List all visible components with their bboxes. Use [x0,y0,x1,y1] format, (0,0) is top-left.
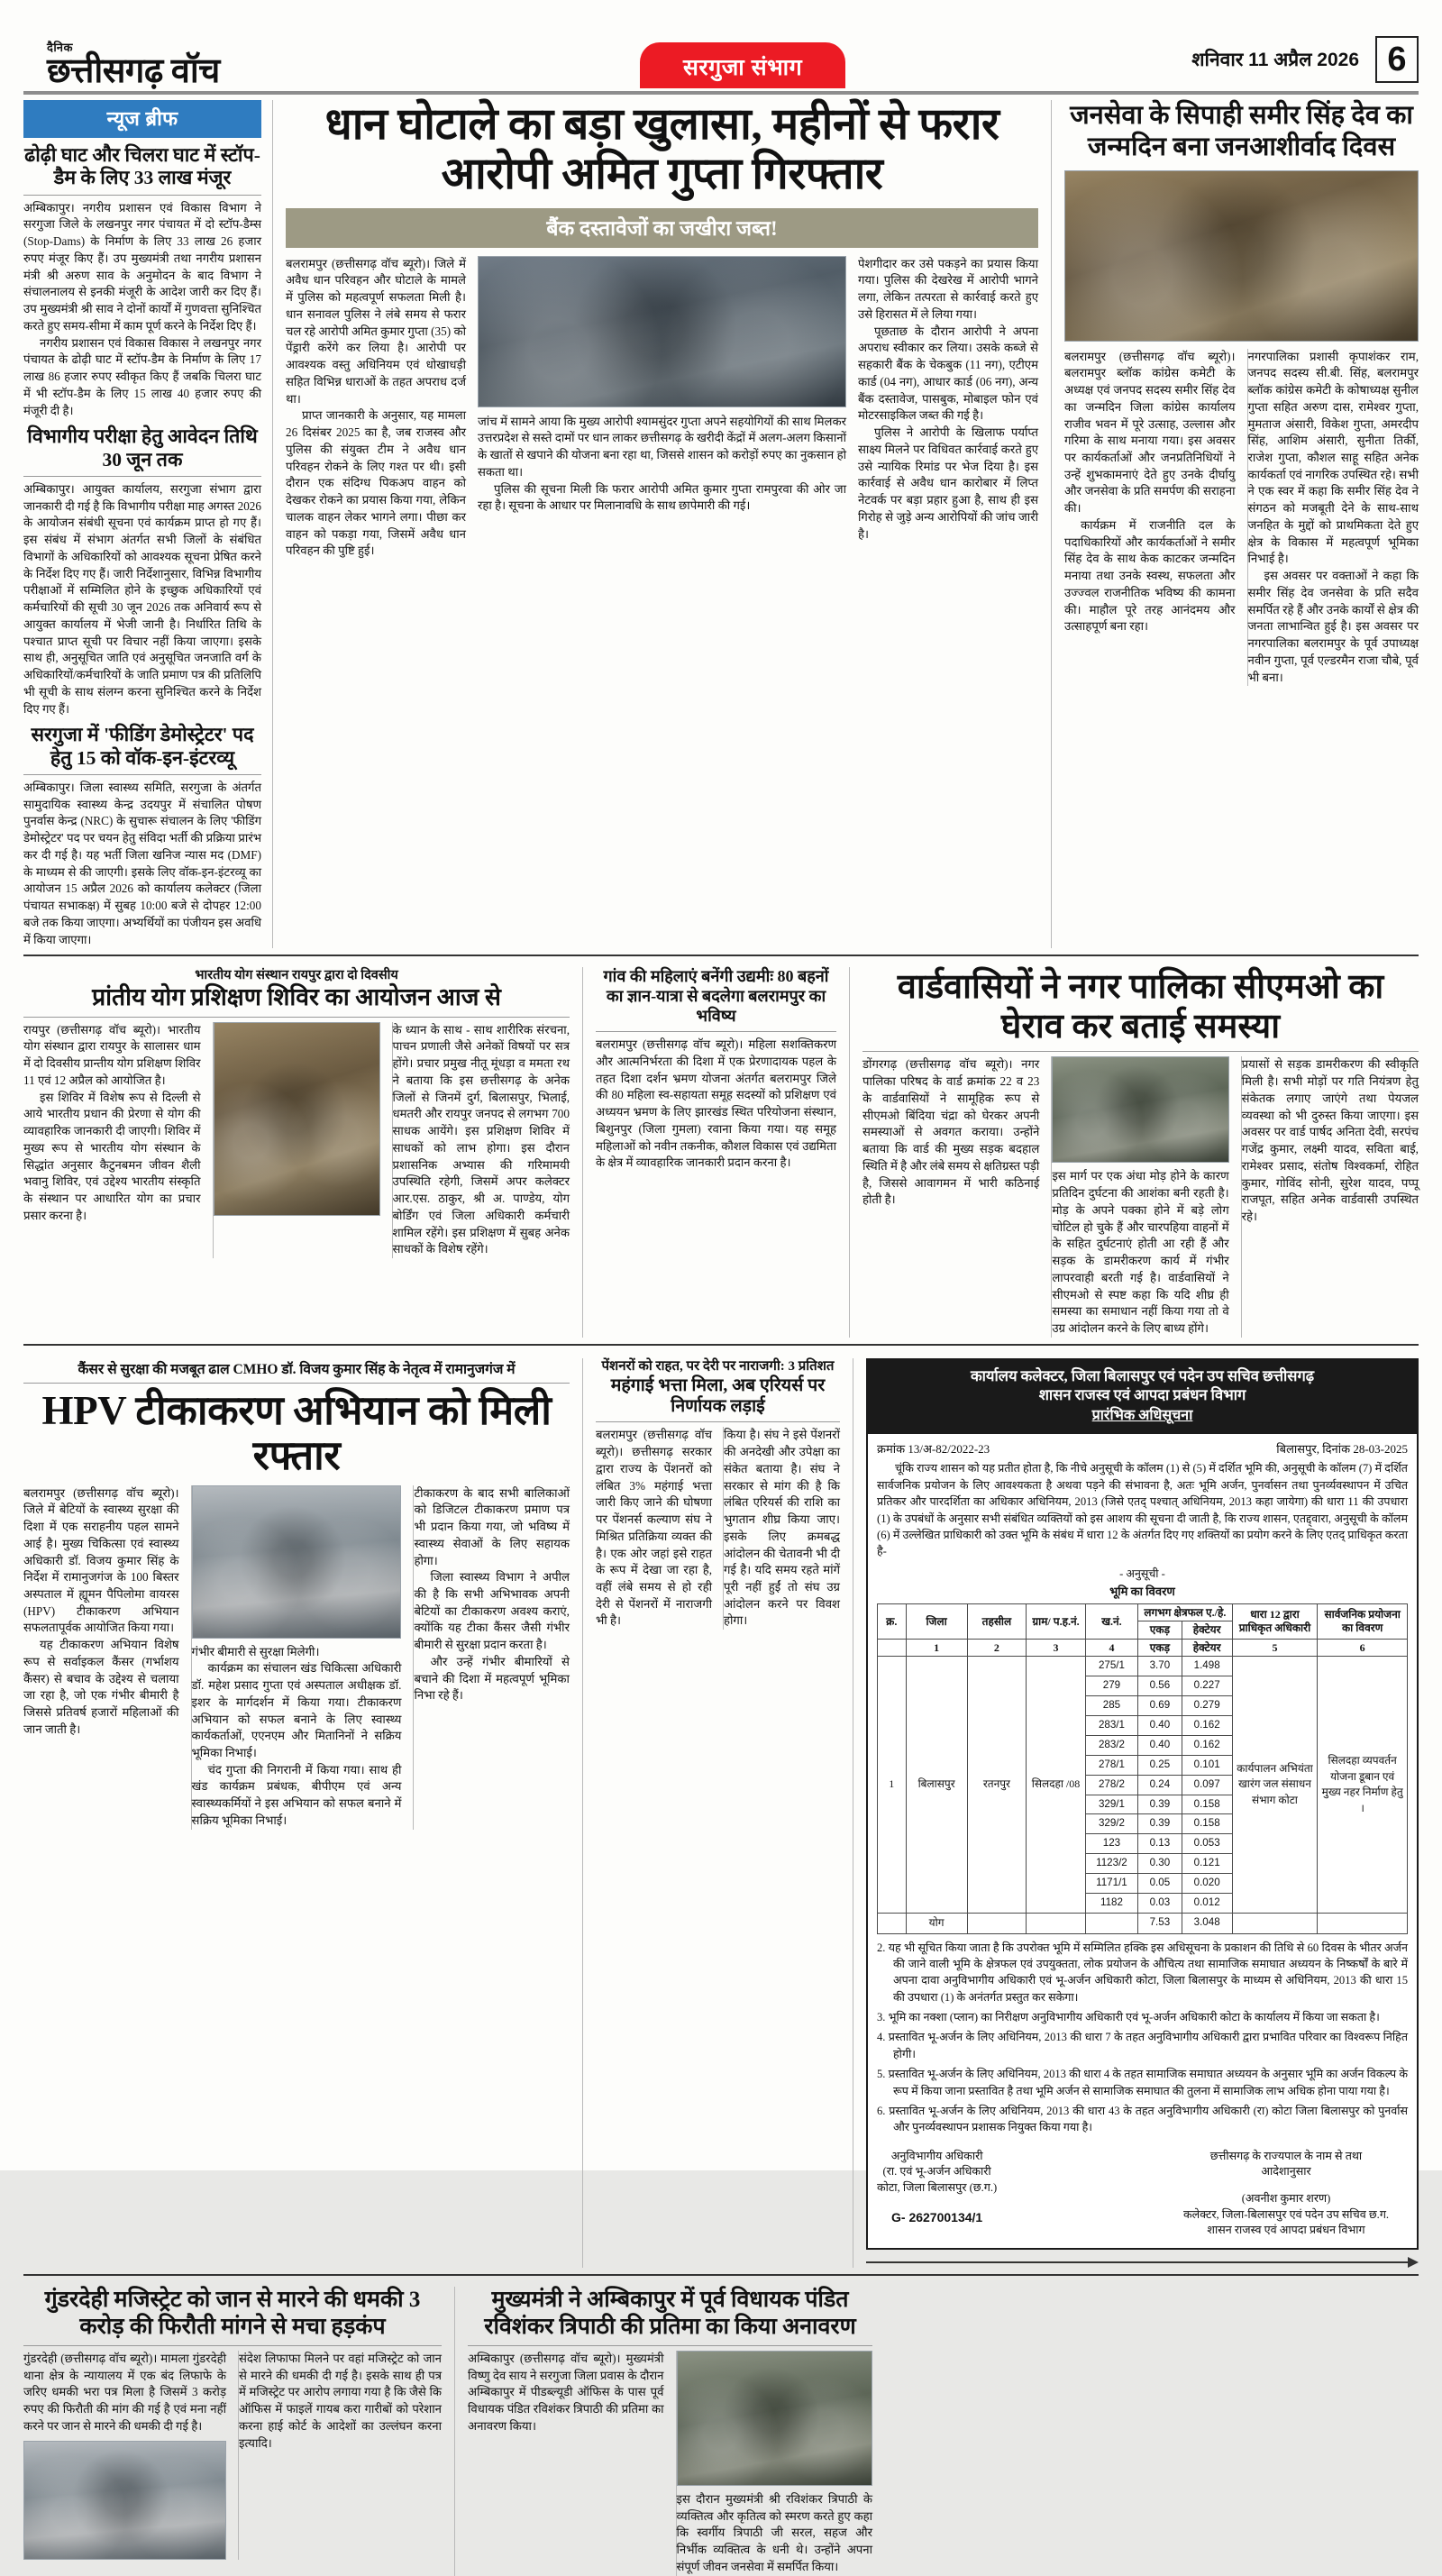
masthead-rule [23,91,1419,95]
yoga-text-col-1 [23,1022,201,1258]
cell-khasra: 279 [1085,1676,1137,1696]
birthday-celebration-photo [1064,170,1419,342]
masthead [23,20,1419,88]
cell-acre: 0.05 [1138,1874,1182,1894]
lead-paragraph: जांच में सामने आया कि मुख्य आरोपी श्यामसुंदर गुप्ता अपने सहयोगियों की साथ मिलकर उत्तरप्रदेश से सस्ते दामों पर धान लाकर छत्तीसगढ़ के खरीदी केंद्रों में अलग-अलग किसानों के खातों से खपाने की योजना बना रहा था, जिससे शासन को करोड़ों रुपए का नुकसान हो सकता था। [478,414,846,479]
cell-hectare: 0.279 [1182,1695,1232,1715]
cell-acre: 0.24 [1138,1775,1182,1795]
lead-photo-and-text [478,256,846,560]
sign-right-line2: आदेशानुसार [1261,2165,1311,2179]
ward-text-col-3 [1241,1056,1419,1337]
hpv-vaccination-group-photo [192,1485,402,1639]
notice-gcode: G- 262700134/1 [891,2209,983,2224]
cell-hectare: 0.162 [1182,1715,1232,1735]
cell-serial: 1 [878,1657,907,1914]
hpv-paragraph: कार्यक्रम का संचालन खंड चिकित्सा अधिकारी डॉ. महेश प्रसाद गुप्ता एवं अस्पताल अधीक्षक डॉ. इशर के मार्गदर्शन में किया गया। टीकाकरण अभियान को सफल बनाने के लिए स्वास्थ्य कार्यकर्ताओं, एएनएम और मितानिनों ने सक्रिय भूमिका निभाई। [191,1661,402,1760]
th-hectare: हेक्टेयर [1182,1621,1232,1639]
lead-headline: धान घोटाले का बड़ा खुलासा, महीनों से फरार आरोपी अमित गुप्ता गिरफ्तार [324,99,999,198]
cell-khasra: 329/2 [1085,1814,1137,1834]
cell-hectare: 0.158 [1182,1814,1232,1834]
ward-paragraph: प्रयासों से सड़क डामरीकरण की स्वीकृति मिली है। सभी मोड़ों पर गति नियंत्रण हेतु संकेतक लगाए जाएंगे तथा पेयजल व्यवस्था को भी दुरुस्त किया जाएगा। इस अवसर पर वार्ड पार्षद अनिता देवी, सरपंच गजेंद्र कुमार, लक्ष्मी यादव, सविता बाई, रामेश्वर प्रसाद, संतोष विश्वकर्मा, रोहित कुमार, गोविंद सोनी, सुरेश यादव, पप्पू राजपूत, सहित अनेक वार्डवासी उपस्थित रहे। [1241,1057,1419,1224]
cell-hectare: 0.012 [1182,1894,1232,1914]
pension-kicker: पेंशनरों को राहत, पर देरी पर नाराजगी: 3 प्रतिशत [601,1358,835,1374]
notice-point: 2. यह भी सूचित किया जाता है कि उपरोक्त भूमि में सम्मिलित हक्कि इस अधिसूचना के प्रकाशन की तिथि से 60 दिवस के भीतर अर्जन की जाने वाली भूमि के क्षेत्रफल एवं उपयुक्तता, लोक प्रयोजन के औचित्य तथा सामाजिक समाघात अध्ययन के निष्कर्षों के बारे में अपना दावा अनुविभागीय अधिकारी एवं भू-अर्जन अधिकारी कोटा, जिला बिलासपुर के माध्यम से अधिनियम, 2013 की धारा 15 की उपधारा (1) के अनंतर्गत प्रस्तुत कर सकेगा। [877,1941,1408,2004]
colnum-6: 6 [1318,1639,1408,1656]
yoga-story[interactable] [23,967,582,1338]
table-total-row [878,1914,1408,1934]
pension-paragraph: बलरामपुर (छत्तीसगढ़ वॉच ब्यूरो)। छत्तीसगढ़ सरकार द्वारा राज्य के पेंशनरों को लंबित 3% महंगाई भत्ता जारी किए जाने की घोषणा पर पेंशनर्स कल्याण संघ ने मिश्रित प्रतिक्रिया व्यक्त की है। एक ओर जहां इसे राहत के रूप में देखा जा रहा है, वहीं लंबे समय से हो रही देरी से पेंशनरों में नाराजगी भी है। [596,1428,712,1628]
hpv-text-col-3 [413,1485,570,1830]
yoga-paragraph: रायपुर (छत्तीसगढ़ वॉच ब्यूरो)। भारतीय योग संस्थान द्वारा रायपुर के सालासर धाम में दो दिवसीय प्रान्तीय योग प्रशिक्षण शिविर 11 एवं 12 अप्रैल को आयोजित है। [23,1022,201,1087]
yoga-paragraph: के ध्यान के साथ - साथ शारीरिक संरचना, पाचन प्रणाली जैसे अनेकों विषयों पर सत्र होंगे। प्रचार प्रमुख नीतू मूंधड़ा व ममता रथ ने बताया कि इस छत्तीसगढ़ के अनेक जिलों से जिनमें दुर्ग, बिलासपुर, भिलाई, धमतरी और रायपुर जनपद से लगभग 700 साधक आयेंगे। इस प्रशिक्षण शिविर में साधकों को लाभ होगा। इस दौरान प्रशासनिक अभ्यास की गरिमामयी उपस्थिति रहेगी, जिसमें अपर कलेक्टर आर.एस. ठाकुर, श्री अ. पाण्डेय, योग बोर्डिंग एवं जिला अधिकारी कर्मचारी शामिल रहेंगे। इस प्रशिक्षण में सुबह अनेक साधकों के विशेष रहेंगे। [392,1022,570,1256]
th-village: ग्राम/ प.ह.नं. [1027,1603,1086,1639]
pension-paragraph: किया है। संघ ने इसे पेंशनरों की अनदेखी और उपेक्षा का संकेत बताया है। संघ ने सरकार से मांग की है कि लंबित एरियर्स की राशि का भुगतान शीघ्र किया जाए। इसके लिए क्रमबद्ध आंदोलन की चेतावनी भी दी गई है। यदि समय रहते मांगें पूरी नहीं हुईं तो संघ उग्र आंदोलन करने पर विवश होगा। [724,1428,840,1628]
th-officer: धारा 12 द्वारा प्राधिकृत अधिकारी [1232,1603,1318,1639]
section-divider [23,1344,1419,1346]
birthday-headline: जनसेवा के सिपाही समीर सिंह देव का जन्मदिन बना जनआशीर्वाद दिवस [1070,101,1413,161]
cell-acre: 0.30 [1138,1854,1182,1874]
hpv-columns [23,1485,570,1830]
notice-preamble: चूंकि राज्य शासन को यह प्रतीत होता है, कि नीचे अनुसूची के कॉलम (1) से (5) में दर्शित भूमि की, अनुसूची के कॉलम (7) में दर्शित सार्वजनिक प्रयोजन के लिए आवश्यकता है अथवा पड़ने की संभावना है, अतः भूमि अर्जन, पुनर्वासन तथा पुनर्व्यवस्थापन में उचित प्रतिकर और पारदर्शिता का अधिकार अधिनियम, 2013 (जिसे एतद् पश्चात् अधिनियम, 2013 कहा जायेगा) की धारा 11 की उपधारा (1) के उपबंधों के अनुसार सभी संबंधित व्यक्तियों को इस आशय की सूचना दी जाती है, कि राज्य शासन, एतद्द्वारा, अनुसूची के कॉलम (6) में उल्लेखित प्राधिकारी को उक्त भूमि के संबंध में धारा 12 के अंतर्गत दिए गए शक्तियों का प्रयोग करने के लिए एतद् प्राधिकृत करता है- [877,1462,1408,1558]
total-blank-3 [1085,1914,1137,1934]
sign-right-line5: शासन राजस्व एवं आपदा प्रबंधन विभाग [1207,2224,1365,2237]
cm-text-col-1 [468,2351,664,2576]
signature-right [1164,2149,1408,2239]
cell-acre: 0.56 [1138,1676,1182,1696]
cm-photo-and-text [676,2351,873,2576]
cell-hectare: 0.101 [1182,1755,1232,1775]
th-khasra: ख.नं. [1085,1603,1137,1639]
yoga-columns [23,1022,570,1258]
cell-tehsil: रतनपुर [967,1657,1027,1914]
cell-district: बिलासपुर [906,1657,967,1914]
notice-office-line: कार्यालय कलेक्टर, जिला बिलासपुर एवं पदेन उप सचिव छत्तीसगढ़ [970,1366,1315,1384]
notice-dept-line: शासन राजस्व एवं आपदा प्रबंधन विभाग [1038,1386,1246,1404]
birthday-columns [1064,349,1419,687]
colnum-5: 5 [1232,1639,1318,1656]
birthday-paragraph: बलरामपुर (छत्तीसगढ़ वॉच ब्यूरो)। बलरामपुर ब्लॉक कांग्रेस कमेटी के अध्यक्ष एवं जनपद सदस्य समीर सिंह देव का जन्मदिन जिला कांग्रेस कार्यालय राजीव भवन में पूरे उत्साह, उल्लास और गरिमा के साथ मनाया गया। इस अवसर पर कार्यकर्ताओं और जनप्रतिनिधियों ने उन्हें शुभकामनाएं देते हुए उनके दीर्घायु और जनसेवा के प्रति समर्पण की सराहना की। [1064,349,1236,516]
lead-text-col-3 [858,256,1038,560]
hpv-photo-and-text [191,1485,402,1830]
cm-headline: मुख्यमंत्री ने अम्बिकापुर में पूर्व विधायक पंडित रविशंकर त्रिपाठी की प्रतिमा का किया अनावरण [484,2287,856,2339]
brief-title: ढोढ़ी घाट और चिलरा घाट में स्टॉप-डैम के लिए 33 लाख मंजूर [24,144,260,189]
table-colnum-row [878,1639,1408,1656]
logo-title: छत्तीसगढ़ वॉच [47,52,220,90]
divider [23,195,261,196]
hpv-story[interactable] [23,1358,582,2268]
cell-hectare: 0.097 [1182,1775,1232,1795]
cell-khasra: 329/1 [1085,1795,1137,1814]
section-divider [23,955,1419,956]
total-label: योग [906,1914,967,1934]
divider [23,2345,442,2346]
th-serial: क्र. [878,1603,907,1639]
pension-headline: महंगाई भत्ता मिला, अब एरियर्स पर निर्णायक लड़ाई [610,1375,826,1416]
cell-acre: 0.69 [1138,1695,1182,1715]
cell-khasra: 1171/1 [1085,1874,1137,1894]
divider [468,2345,872,2346]
cell-acre: 0.39 [1138,1814,1182,1834]
hpv-zone [23,1358,1419,2268]
total-blank-2 [1027,1914,1086,1934]
lead-paragraph: पूछताछ के दौरान आरोपी ने अपना अपराध स्वीकार कर लिया। उसके कब्जे से सहकारी बैंक के चेकबुक (11 नग), एटीएम कार्ड (04 नग), आधार कार्ड (06 नग), अन्य बैंक दस्तावेज, पासबुक, मोबाइल फोन एवं मोटरसाइकिल जब्त की गई है। [858,324,1038,423]
notice-point: 5. प्रस्तावित भू-अर्जन के लिए अधिनियम, 2013 की धारा 4 के तहत सामाजिक समाघात अध्ययन के अनुसार भूमि का अर्जन विकल्प के रूप में किया जाना प्रस्तावित है तथा भूमि अर्जन से सामाजिक समाघात की तुलना में सामाजिक लाभ अधिक होना पाया गया है। [877,2068,1408,2097]
cell-khasra: 1123/2 [1085,1854,1137,1874]
brief-item[interactable] [23,724,261,948]
hpv-paragraph: टीकाकरण के बाद सभी बालिकाओं को डिजिटल टीकाकरण प्रमाण पत्र भी प्रदान किया गया, जो भविष्य में स्वास्थ्य सेवाओं के लिए सहायक होगा। [414,1485,570,1567]
pension-text-col-1 [596,1427,712,1630]
brief-paragraph: अम्बिकापुर। जिला स्वास्थ्य समिति, सरगुजा के अंतर्गत सामुदायिक स्वास्थ्य केन्द्र उदयपुर में संचालित पोषण पुनर्वास केन्द्र (NRC) के सुचारू संचालन के लिए 'फीडिंग डेमोस्ट्रेटर' पद पर चयन हेतु संविदा भर्ती की प्रक्रिया प्रारंभ कर दी गई है। यह भर्ती जिला खनिज न्यास मद (DMF) के माध्यम से की जाएगी। इसके लिए वॉक-इन-इंटरव्यू का आयोजन 15 अप्रैल 2026 को कार्यालय कलेक्टर (जिला पंचायत सभाकक्ष) में सुबह 10:00 बजे से दोपहर 12:00 बजे तक किया जाएगा। अभ्यर्थियों का पंजीयन इस अवधि में किया जाएगा। [23,780,261,946]
notice-header [868,1360,1417,1434]
cell-khasra: 278/1 [1085,1755,1137,1775]
police-arrest-photo [478,256,846,407]
signature-row [877,2149,1408,2239]
gundardehi-paragraph: गुंडरदेही (छत्तीसगढ़ वॉच ब्यूरो)। मामला गुंडरदेही थाना क्षेत्र के न्यायालय में एक बंद लिफाफे के जरिए धमकी भरा पत्र मिला है जिसमें 3 करोड़ रुपए की फिरौती की मांग की गई है एवं मना नहीं करने पर जान से मारने की धमकी दी गई है। [23,2351,226,2433]
cell-purpose: सिलदहा व्यपवर्तन योजना डूबान एवं मुख्य नहर निर्माण हेतु । [1318,1657,1408,1914]
divider [23,774,261,775]
notice-body [868,1434,1417,2248]
pension-text-col-2 [723,1427,840,1630]
women-entrepreneur-story[interactable] [582,967,849,1338]
hpv-text-col-1 [23,1485,179,1830]
colnum-1: 1 [906,1639,967,1656]
lead-text-col-1 [286,256,466,560]
notice-meta [877,1441,1408,1458]
statue-unveiling-photo [677,2351,873,2486]
cell-hectare: 0.227 [1182,1676,1232,1696]
cell-acre: 0.25 [1138,1755,1182,1775]
colnum-blank [878,1639,907,1656]
ward-photo-and-text [1051,1056,1228,1337]
section-divider [23,2274,1419,2276]
notice-kramank: क्रमांक 13/अ-82/2022-23 [877,1441,990,1456]
birthday-story[interactable] [1051,100,1419,948]
divider [596,1031,836,1032]
notice-place-date: बिलासपुर, दिनांक 28-03-2025 [1276,1441,1408,1456]
hpv-kicker: कैंसर से सुरक्षा की मजबूत ढाल CMHO डॉ. विजय कुमार सिंह के नेतृत्व में रामानुजगंज में [78,1361,516,1377]
ward-columns [862,1056,1419,1337]
ward-story[interactable] [849,967,1419,1338]
birthday-text-col-2 [1247,349,1419,687]
brief-item[interactable] [23,144,261,419]
cell-khasra: 123 [1085,1834,1137,1854]
cell-hectare: 0.020 [1182,1874,1232,1894]
yoga-kicker: भारतीय योग संस्थान रायपुर द्वारा दो दिवसीय [195,968,398,983]
sign-left-line3: कोटा, जिला बिलासपुर (छ.ग.) [877,2180,998,2194]
birthday-paragraph: इस अवसर पर वक्ताओं ने कहा कि समीर सिंह देव जनसेवा के प्रति सदैव समर्पित रहे हैं और उनके कार्यों से क्षेत्र की जनता लाभान्वित हुई है। इस अवसर पर नगरपालिका बलरामपुर के पूर्व उपाध्यक्ष नवीन गुप्ता, पूर्व एल्डरमैन राजा चौबे, पूर्व भी बना। [1247,569,1419,684]
sign-right-line3: (अवनीश कुमार शरण) [1241,2191,1331,2205]
birthday-text-col-1 [1064,349,1236,687]
cm-paragraph: अम्बिकापुर (छत्तीसगढ़ वॉच ब्यूरो)। मुख्यमंत्री विष्णु देव साय ने सरगुजा जिला प्रवास के दौरान अम्बिकापुर में पीडब्ल्यूडी ऑफिस के पास पूर्व विधायक पंडित रविशंकर त्रिपाठी की प्रतिमा का अनावरण किया। [468,2351,664,2433]
ward-meeting-photo [1052,1056,1228,1163]
yoga-paragraph: इस शिविर में विशेष रूप से दिल्ली से आये भारतीय प्रधान की प्रेरणा से योग की व्यावहारिक जानकारी दी जाएगी। शिविर में मुख्य रूप से भारतीय योग संस्थान के सिद्धांत अनुसार कैटुनबमन जीवन शैली भवानु शिविर, एवं उद्देश्य भारतीय संस्कृति के संस्थान पर आधारित योग का प्रचार प्रसार करना है। [23,1090,201,1222]
cell-acre: 0.40 [1138,1735,1182,1755]
brief-paragraph: अम्बिकापुर। नगरीय प्रशासन एवं विकास विभाग ने सरगुजा जिले के लखनपुर नगर पंचायत में दो स्टॉप-डैम्स (Stop-Dams) के निर्माण के लिए 33 लाख 26 हजार रुपए मंजूर किए हैं। उप मुख्यमंत्री तथा नगरीय प्रशासन मंत्री श्री अरुण साव के अनुमोदन के बाद विभाग ने संचालनालय से इनकी मंजूरी के आदेश जारी कर दिए हैं। उप मुख्यमंत्री श्री साव ने दोनों कार्यों में गुणवत्ता सुनिश्चित करते हुए समय-सीमा में काम पूर्ण करने के निर्देश दिए हैं। [23,200,261,333]
brief-item[interactable] [23,425,261,717]
cm-paragraph: इस दौरान मुख्यमंत्री श्री रविशंकर त्रिपाठी के व्यक्तित्व और कृतित्व को स्मरण करते हुए कहा कि स्वर्गीय त्रिपाठी जी सरल, सहज और निर्भीक व्यक्तित्व के धनी थे। उन्होंने अपना संपूर्ण जीवन जनसेवा में समर्पित किया। [676,2491,872,2573]
cell-khasra: 285 [1085,1695,1137,1715]
ward-paragraph: डोंगरगढ़ (छत्तीसगढ़ वॉच ब्यूरो)। नगर पालिका परिषद के वार्ड क्रमांक 22 व 23 के वार्डवासियों ने सामूहिक रूप से सीएमओ बिंदिया चंद्रा को घेरकर अपनी समस्याओं से अवगत कराया। उन्होंने बताया कि वार्ड की मुख्य सड़क बदहाल स्थिति में है और लंबे समय से क्षतिग्रस्त पड़ी है, जिससे आवागमन में भारी कठिनाई होती है। [862,1057,1040,1207]
hpv-paragraph: बलरामपुर (छत्तीसगढ़ वॉच ब्यूरो)। जिले में बेटियों के स्वास्थ्य सुरक्षा की दिशा में एक सराहनीय पहल सामने आई है। मुख्य चिकित्सा एवं स्वास्थ्य अधिकारी डॉ. विजय कुमार सिंह के निर्देश में रामानुजगंज के 100 बिस्तर अस्पताल में ह्यूमन पैपिलोमा वायरस (HPV) टीकाकरण अभियान सफलतापूर्वक आयोजित किया गया। [23,1485,179,1635]
lead-paragraph: पुलिस की सूचना मिली कि फरार आरोपी अमित कुमार गुप्ता रामपुरवा की ओर जा रहा है। सूचना के आधार पर मिलानावधि के साथ छापेमारी की गई। [478,481,846,513]
land-acquisition-table [877,1603,1408,1934]
arrow-line [866,2261,1408,2263]
sign-right-line1: छत्तीसगढ़ के राज्यपाल के नाम से तथा [1209,2149,1363,2162]
gundardehi-text-and-photo [23,2351,226,2560]
colnum-hectare: हेक्टेयर [1182,1639,1232,1656]
signature-left [877,2149,997,2239]
divider [596,1421,840,1422]
ward-headline: वार्डवासियों ने नगर पालिका सीएमओ का घेराव कर बताई समस्या [897,968,1384,1046]
section-badge-wrap [294,42,1191,88]
total-blank-1 [967,1914,1027,1934]
hpv-paragraph: यह टीकाकरण अभियान विशेष रूप से सर्वाइकल कैंसर (गर्भाशय कैंसर) से बचाव के उद्देश्य से चलाया जा रहा है, जो एक गंभीर बीमारी है जिससे प्रतिवर्ष हजारों महिलाओं की जान जाती है। [23,1638,179,1736]
mid-zone [23,967,1419,1338]
ward-paragraph: इस मार्ग पर एक अंधा मोड़ होने के कारण प्रतिदिन दुर्घटना की आशंका बनी रहती है। मोड़ के अपने पक्का होने में बड़े लोग चोटिल हो चुके हैं और चारपहिया वाहनों में के सहित दुर्घटनाएं होती आ रही हैं और सड़क के डामरीकरण कार्य में गंभीर लापरवाही बरती गई है। वार्डवासियों ने सीएमओ से स्पष्ट कहा कि यदि शीघ्र ही समस्या का समाधान नहीं किया गया तो वे उग्र आंदोलन करने के लिए बाध्य होंगे। [1052,1169,1229,1336]
sign-right-line4: कलेक्टर, जिला-बिलासपुर एवं पदेन उप सचिव छ.ग. [1182,2207,1390,2221]
cell-officer: कार्यपालन अभियंता खारंग जल संसाधन संभाग कोटा [1232,1657,1318,1914]
divider [862,1051,1419,1052]
th-area: लगभग क्षेत्रफल ए./हे. [1138,1603,1232,1621]
birthday-paragraph: नगरपालिका प्रशासी कृपाशंकर राम, जनपद सदस्य सी.बी. सिंह, बलरामपुर ब्लॉक कांग्रेस कमेटी के कोषाध्यक्ष सुनील गुप्ता सहित अरुण दास, रामेश्वर गुप्ता, मुमताज अंसारी, विकेश गुप्ता, अमरदीप सिंह, आशिम अंसारी, सुनीता तिर्की, राजेश गुप्ता, कौशल साहू सहित अनेक कार्यकर्ता एवं नागरिक उपस्थित रहे। सभी ने एक स्वर में कहा कि समीर सिंह देव ने संगठन को मजबूती देने के साथ-साथ जनहित के मुद्दों को प्राथमिकता देते हुए क्षेत्र के विकास में महत्वपूर्ण भूमिका निभाई है। [1247,349,1419,566]
notice-points [877,1940,1408,2136]
cell-acre: 0.03 [1138,1894,1182,1914]
birthday-paragraph: कार्यक्रम में राजनीति दल के पदाधिकारियों और कार्यकर्ताओं ने समीर सिंह देव के साथ केक काटकर जन्मदिन मनाया तथा उनके स्वस्थ, सफलता और उज्ज्वल राजनीतिक भविष्य की कामना की। माहौल पूरे तरह आनंदमय और उत्साहपूर्ण बना रहा। [1064,517,1236,634]
divider [23,1017,570,1018]
brief-title: विभागीय परीक्षा हेतु आवेदन तिथि 30 जून तक [27,425,258,470]
cell-acre: 0.40 [1138,1715,1182,1735]
women-kicker: गांव की महिलाएं बनेंगी उद्यमीः 80 बहनों का ज्ञान-यात्रा से बदलेगा बलरामपुर का भविष्य [603,967,829,1026]
women-paragraph: बलरामपुर (छत्तीसगढ़ वॉच ब्यूरो)। महिला सशक्तिकरण और आत्मनिर्भरता की दिशा में एक प्रेरणादायक पहल के तहत दिशा दर्शन भ्रमण योजना अंतर्गत बलरामपुर जिले की 80 महिला स्व-सहायता समूह सदस्यों को प्रशिक्षण एवं अध्ययन भ्रमण के लिए झारखंड स्थित परियोजना संस्थान, बिशुनपुर (जिला गुमला) रवाना किया गया। यह समूह महिलाओं को नवीन तकनीक, कौशल विकास एवं उद्यमिता के क्षेत्र में व्यावहारिक जानकारी प्रदान करना है। [596,1037,836,1170]
hpv-paragraph: और उन्हें गंभीर बीमारियों से बचाने की दिशा में महत्वपूर्ण भूमिका निभा रहे हैं। [414,1654,570,1703]
arrow-tip-icon [1408,2257,1419,2268]
cell-hectare: 1.498 [1182,1657,1232,1676]
cell-khasra: 283/2 [1085,1735,1137,1755]
gundardehi-text-col-2 [238,2351,442,2560]
th-district: जिला [906,1603,967,1639]
brief-title: सरगुजा में 'फीडिंग डेमोस्ट्रेटर' पद हेतु 15 को वॉक-इन-इंटरव्यू [31,724,254,769]
lead-columns [286,256,1038,560]
government-notice[interactable] [853,1358,1419,2268]
total-blank-5 [1318,1914,1408,1934]
anusuchi-label: - अनुसूची - [1119,1567,1165,1580]
lead-paragraph: बलरामपुर (छत्तीसगढ़ वॉच ब्यूरो)। जिले में अवैध धान परिवहन और घोटाले के मामले में पुलिस को महत्वपूर्ण सफलता मिली है। धान सनावल पुलिस ने लंबे समय से फरार चल रहे आरोपी अमित कुमार गुप्ता (35) को पेंड्रारी करेंगे कर लिया है। आरोपी पर आवश्यक वस्तु अधिनियम एवं धोखाधड़ी सहित विभिन्न धाराओं के तहत अपराध दर्ज था। [286,256,466,406]
news-brief-column [23,100,272,948]
sign-left-line1: अनुविभागीय अधिकारी [890,2149,983,2162]
hpv-paragraph: जिला स्वास्थ्य विभाग ने अपील की है कि सभी अभिभावक अपनी बेटियों का टीकाकरण अवश्य कराएं, क्योंकि यह टीका कैंसर जैसी गंभीर बीमारी से सुरक्षा प्रदान करता है। [414,1570,570,1652]
colnum-4: 4 [1085,1639,1137,1656]
notice-type-line: प्रारंभिक अधिसूचना [1091,1407,1193,1423]
lead-paragraph: पुलिस ने आरोपी के खिलाफ पर्याप्त साक्ष्य मिलने पर विधिवत कार्रवाई करते हुए उसे न्यायिक रिमांड पर भेज दिया है। इस कार्रवाई से अवैध धान कारोबार में लिप्त नेटवर्क पर बड़ा प्रहार हुआ है, साथ ही इस गिरोह से जुड़े अन्य आरोपियों की जांच जारी है। [858,425,1038,541]
lead-subheadline-bar: बैंक दस्तावेजों का जखीरा जब्त! [286,208,1038,248]
yoga-text-col-2 [392,1022,570,1258]
hpv-headline: HPV टीकाकरण अभियान को मिली रफ्तार [41,1387,552,1479]
brief-paragraph: अम्बिकापुर। आयुक्त कार्यालय, सरगुजा संभाग द्वारा जानकारी दी गई है कि विभागीय परीक्षा माह अगस्त 2026 के आयोजन संबंधी सूचना एवं कार्यक्रम प्राप्त हो गए हैं। इस संबंध में संभाग अंतर्गत सभी जिलों के संबंधित विभागों के अधिकारियों को आवश्यक सूचना प्रेषित करने के निर्देश दिए गए हैं। जारी निर्देशानुसार, विभिन्न विभागीय परीक्षाओं में सम्मिलित होने के इच्छुक अधिकारियों एवं कर्मचारियों की सूची 30 जून 2026 तक अनिवार्य रूप से आयुक्त कार्यालय में भेजी जानी है। निर्धारित तिथि के पश्चात प्राप्त सूची पर विचार नहीं किया जाएगा। इसके साथ ही, अनुसूचित जाति एवं अनुसूचित जनजाति वर्ग के अधिकारियों/कर्मचारियों के जाति प्रमाण पत्र की प्रतिलिपि भी सूची के साथ संलग्न करना सुनिश्चित करने के निर्देश दिए गए हैं। [23,481,261,716]
total-blank-0 [878,1914,907,1934]
top-zone [23,100,1419,948]
th-acre: एकड़ [1138,1621,1182,1639]
cell-acre: 0.13 [1138,1834,1182,1854]
hpv-paragraph: चंद गुप्ता की निगरानी में किया गया। साथ ही खंड कार्यक्रम प्रबंधक, बीपीएम एवं अन्य स्वास्थ्यकर्मियों ने इस अभियान को सफल बनाने में सक्रिय भूमिका निभाई। [191,1762,402,1827]
total-hectare: 3.048 [1182,1914,1232,1934]
gundardehi-paragraph: संदेश लिफाफा मिलने पर वहां मजिस्ट्रेट को जान से मारने की धमकी दी गई है। इसके साथ ही पत्र में मजिस्ट्रेट पर आरोप लगाया गया है कि जैसे कि ऑफिस में फाइलें गायब करा गारीबों को परेशान करना हाई कोर्ट के आदेशों का उल्लंघन करना इत्यादि। [239,2351,442,2450]
section-badge: सरगुजा संभाग [640,42,845,88]
cell-acre: 0.39 [1138,1795,1182,1814]
table-header-row [878,1603,1408,1621]
cell-hectare: 0.053 [1182,1834,1232,1854]
colnum-3: 3 [1027,1639,1086,1656]
news-brief-header: न्यूज ब्रीफ [23,100,261,138]
pension-story[interactable] [582,1358,853,2268]
cm-columns [468,2351,872,2576]
notice-point: 4. प्रस्तावित भू-अर्जन के लिए अधिनियम, 2013 की धारा 7 के तहत अनुविभागीय अधिकारी द्वारा प्रभावित परिवार का विश्वरूप निहित होगी। [877,2031,1408,2060]
cell-khasra: 283/1 [1085,1715,1137,1735]
cell-khasra: 1182 [1085,1894,1137,1914]
pension-columns [596,1427,840,1630]
brief-paragraph: नगरीय प्रशासन एवं विकास विकास ने लखनपुर नगर पंचायत के ढोढ़ी घाट में स्टॉप-डैम के निर्माण के लिए 17 लाख 86 हजार रुपए स्वीकृत किए हैं जबकि चिलरा घाट में भी स्टॉप-डैम के लिए 15 लाख 40 हजार रुपए की मंजूरी दी है। [23,335,261,417]
total-acre: 7.53 [1138,1914,1182,1934]
newspaper-logo[interactable] [23,41,294,88]
lead-paragraph: पेशगीदार कर उसे पकड़ने का प्रयास किया गया। पुलिस की देखरेख में आरोपी भागने लगा, लेकिन तत्परता से कार्रवाई करते हुए उसे हिरासत में ले लिया गया। [858,256,1038,321]
divider [23,1383,570,1384]
lead-story[interactable] [272,100,1051,948]
bottom-zone [23,2287,1419,2576]
table-row [878,1657,1408,1676]
cell-khasra: 275/1 [1085,1657,1137,1676]
colnum-acre: एकड़ [1138,1639,1182,1656]
gundardehi-columns [23,2351,442,2560]
notice-point: 3. भूमि का नक्शा (प्लान) का निरीक्षण अनुविभागीय अधिकारी एवं भू-अर्जन अधिकारी कोटा के कार्यालय में किया जा सकता है। [877,2011,1380,2024]
cell-hectare: 0.162 [1182,1735,1232,1755]
gundardehi-story[interactable] [23,2287,454,2576]
yoga-photo-wrap [213,1022,380,1258]
gundardehi-headline: गुंडरदेही मजिस्ट्रेट को जान से मारने की धमकी 3 करोड़ की फिरौती मांगने से मचा हड़कंप [44,2287,421,2339]
table-body [878,1657,1408,1934]
logo-kicker: दैनिक [47,41,73,54]
cell-khasra: 278/2 [1085,1775,1137,1795]
page-number: 6 [1375,36,1419,83]
divider [23,476,261,477]
ward-text-col-1 [862,1056,1039,1337]
cell-village: सिलदहा /08 [1027,1657,1086,1914]
yoga-book-cover-photo [214,1022,380,1216]
th-purpose: सार्वजनिक प्रयोजना का विवरण [1318,1603,1408,1639]
colnum-2: 2 [967,1639,1027,1656]
date-and-page [1191,36,1419,88]
publication-date: शनिवार 11 अप्रैल 2026 [1191,50,1359,70]
cell-acre: 3.70 [1138,1657,1182,1676]
th-tehsil: तहसील [967,1603,1027,1639]
sign-left-line2: (रा. एवं भू-अर्जन अधिकारी [882,2165,991,2179]
notice-box [866,1358,1419,2250]
total-blank-4 [1232,1914,1318,1934]
cell-hectare: 0.121 [1182,1854,1232,1874]
cm-statue-story[interactable] [454,2287,885,2576]
lead-paragraph: प्राप्त जानकारी के अनुसार, यह मामला 26 दिसंबर 2025 का है, जब राजस्व और पुलिस की संयुक्त टीम ने अवैध धान परिवहन रोकने के लिए गश्त पर थी। इसी दौरान एक संदिग्ध पिकअप वाहन को देखकर रोकने का प्रयास किया गया, लेकिन चालक वाहन लेकर भागने लगा। पीछा कर वाहन को पकड़ा गया, जिसमें अवैध धान परिवहन की पुष्टि हुई। [286,408,466,558]
court-building-photo [23,2441,226,2560]
yoga-headline: प्रांतीय योग प्रशिक्षण शिविर का आयोजन आज से [92,983,501,1011]
hpv-paragraph: गंभीर बीमारी से सुरक्षा मिलेगी। [191,1644,320,1658]
arrow-rule [866,2257,1419,2268]
notice-point: 6. प्रस्तावित भू-अर्जन के लिए अधिनियम, 2013 की धारा 43 के तहत अनुविभागीय अधिकारी (रा) कोटा जिला बिलासपुर को पुनर्वास और पुनर्व्यवस्थापन प्रशासक नियुक्त किया गया है। [877,2104,1408,2134]
cell-hectare: 0.158 [1182,1795,1232,1814]
table-caption: भूमि का विवरण [1109,1584,1175,1598]
